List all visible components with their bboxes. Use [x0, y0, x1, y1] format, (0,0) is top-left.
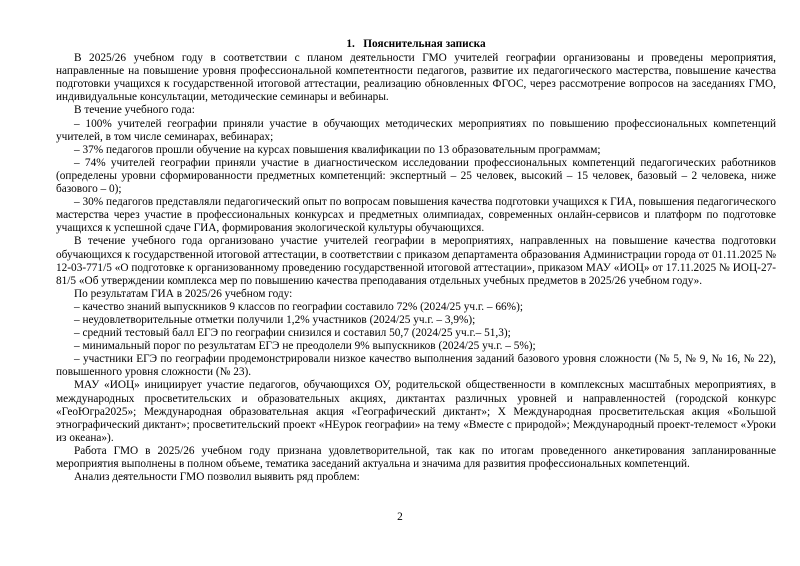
list-item: – 37% педагогов прошли обучение на курсах повышения квалификации по 13 образовательным программам;	[74, 143, 601, 156]
list-item: – 30% педагогов представляли педагогический опыт по вопросам повышения качества подготовки учащихся к ГИА, повышения педагогического мастерства через участие в профессиональных конкурсах и предметных олимпиадах, современных онлайн-сервисов и платформ по подготовке учащихся к успешной сдаче ГИА, формирования экологической культуры обучающихся.	[56, 196, 776, 235]
list-item: – средний тестовый балл ЕГЭ по географии снизился и составил 50,7 (2024/25 уч.г.– 51,3);	[74, 327, 511, 340]
intro-paragraph: В 2025/26 учебном году в соответствии с планом деятельности ГМО учителей географии организованы и проведены мероприятия, направленные на повышение уровня профессиональной компетентности педагогов, развитие их педагогического мастерства, повышение качества подготовки учащихся к государственной итоговой аттестации, реализацию обновленных ФГОС, через рассмотрение вопросов на заседаниях ГМО, индивидуальные консультации, методические семинары и вебинары.	[56, 52, 776, 104]
document-body	[56, 38, 776, 484]
gmo-assessment-paragraph: Работа ГМО в 2025/26 учебном году признана удовлетворительной, так как по итогам проведенного анкетирования запланированные мероприятия выполнены в полном объеме, тематика заседаний актуальна и значима для развития профессиональных компетенций.	[56, 444, 776, 470]
list-item: – 100% учителей географии приняли участие в обучающих методических мероприятиях по повышению профессиональных компетенций учителей, в том числе семинарах, вебинарах;	[56, 117, 776, 143]
page-number: 2	[397, 511, 403, 523]
year-intro-paragraph: В течение учебного года:	[74, 104, 195, 117]
section-heading: 1. Пояснительная записка	[346, 38, 486, 50]
list-item: – качество знаний выпускников 9 классов по географии составило 72% (2024/25 уч.г. – 66%);	[74, 300, 523, 313]
gia-results-heading: По результатам ГИА в 2025/26 учебном году:	[74, 287, 293, 300]
list-item: – минимальный порог по результатам ЕГЭ не преодолели 9% выпускников (2024/25 уч.г. – 5%);	[74, 340, 536, 353]
list-item: – участники ЕГЭ по географии продемонстрировали низкое качество выполнения заданий базового уровня сложности (№ 5, № 9, № 16, № 22), повышенного уровня сложности (№ 23).	[56, 353, 776, 379]
problems-intro-paragraph: Анализ деятельности ГМО позволил выявить ряд проблем:	[74, 471, 360, 484]
list-item: – 74% учителей географии приняли участие в диагностическом исследовании профессиональных компетенций педагогических работников (определены уровни сформированности предметных компетенций: экспертный – 25 человек, высокий – 15 человек, базовый – 2 человека, ниже базового – 0);	[56, 156, 776, 196]
list-item: – неудовлетворительные отметки получили 1,2% участников (2024/25 уч.г. – 3,9%);	[74, 313, 476, 326]
ioc-initiatives-paragraph: МАУ «ИОЦ» инициирует участие педагогов, обучающихся ОУ, родительской общественности в комплексных масштабных мероприятиях, в международных просветительских и образовательных акциях, диктантах различных уровней и направленностей (городской конкурс «ГеоЮгра2025»; Международная образовательная акция «Географический диктант»; X Международная просветительская акция «Большой этнографический диктант»; просветительский проект «НЕурок географии» на тему «Вместе с природой»; Международный проект-телемост «Уроки из океана»).	[56, 379, 776, 444]
gia-preparation-paragraph: В течение учебного года организовано участие учителей географии в мероприятиях, направленных на повышение качества подготовки обучающихся к государственной итоговой аттестации, в соответствии с приказом департамента образования Администрации города от 01.11.2025 № 12-03-771/5 «О подготовке к организованному проведению государственной итоговой аттестации», приказом МАУ «ИОЦ» от 17.11.2025 № ИОЦ-27-81/5 «Об утверждении комплекса мер по повышению качества преподавания отдельных учебных предметов в 2025/26 учебном году».	[56, 235, 776, 287]
